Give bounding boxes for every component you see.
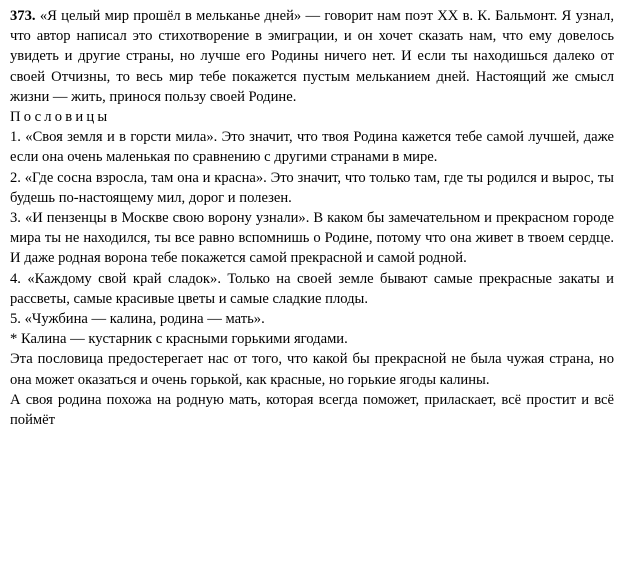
conclusion-paragraph: А своя родина похожа на родную мать, которая всегда поможет, приласкает, всё простит и всё поймёт — [10, 391, 614, 429]
exercise-number: 373. — [10, 8, 36, 24]
proverb-item-5: 5. «Чужбина — калина, родина — мать». — [10, 311, 265, 328]
proverb-item-4: 4. «Каждому свой край сладок». Только на своей земле бывают самые прекрасные закаты и рассветы, самые красивые цветы и самые сладкие плоды. — [10, 270, 614, 307]
explanation-paragraph: Эта пословица предостерегает нас от того, что какой бы прекрасной не была чужая страна, но она может оказаться и очень горькой, как красные, но горькие ягоды калины. — [10, 351, 614, 388]
proverb-item-1: 1. «Своя земля и в горсти мила». Это значит, что твоя Родина кажется тебе самой лучшей, даже если она очень маленькая по сравнению с другими странами в мире. — [10, 129, 614, 166]
footnote-kalina: * Калина — кустарник с красными горькими ягодами. — [10, 331, 348, 348]
exercise-intro-text: «Я целый мир прошёл в мельканье дней» — говорит нам поэт XX в. К. Бальмонт. Я узнал, что автор написал это стихотворение в эмиграции, и он хочет сказать нам, что ему довелось увидеть и другие страны, но лучше его Родины ничего нет. И если ты находишься далеко от своей Отчизны, то весь мир тебе покажется пустым мельканием дней. Настоящий же смысл жизни — жить, принося пользу своей Родине. — [10, 8, 614, 105]
proverb-item-2: 2. «Где сосна взросла, там она и красна». Это значит, что только там, где ты родился и вырос, ты будешь по-настоящему мил, дорог и полезен. — [10, 169, 614, 206]
proverb-item-3: 3. «И пензенцы в Москве свою ворону узнали». В каком бы замечательном и прекрасном городе мира ты не находился, ты все равно вспомнишь о Родине, потому что она живет в твоем сердце. И даже родная ворона тебе покажется самой прекрасной и самой родной. — [10, 210, 614, 267]
exercise-intro-paragraph — [10, 6, 614, 107]
section-heading: Пословицы — [10, 109, 111, 126]
